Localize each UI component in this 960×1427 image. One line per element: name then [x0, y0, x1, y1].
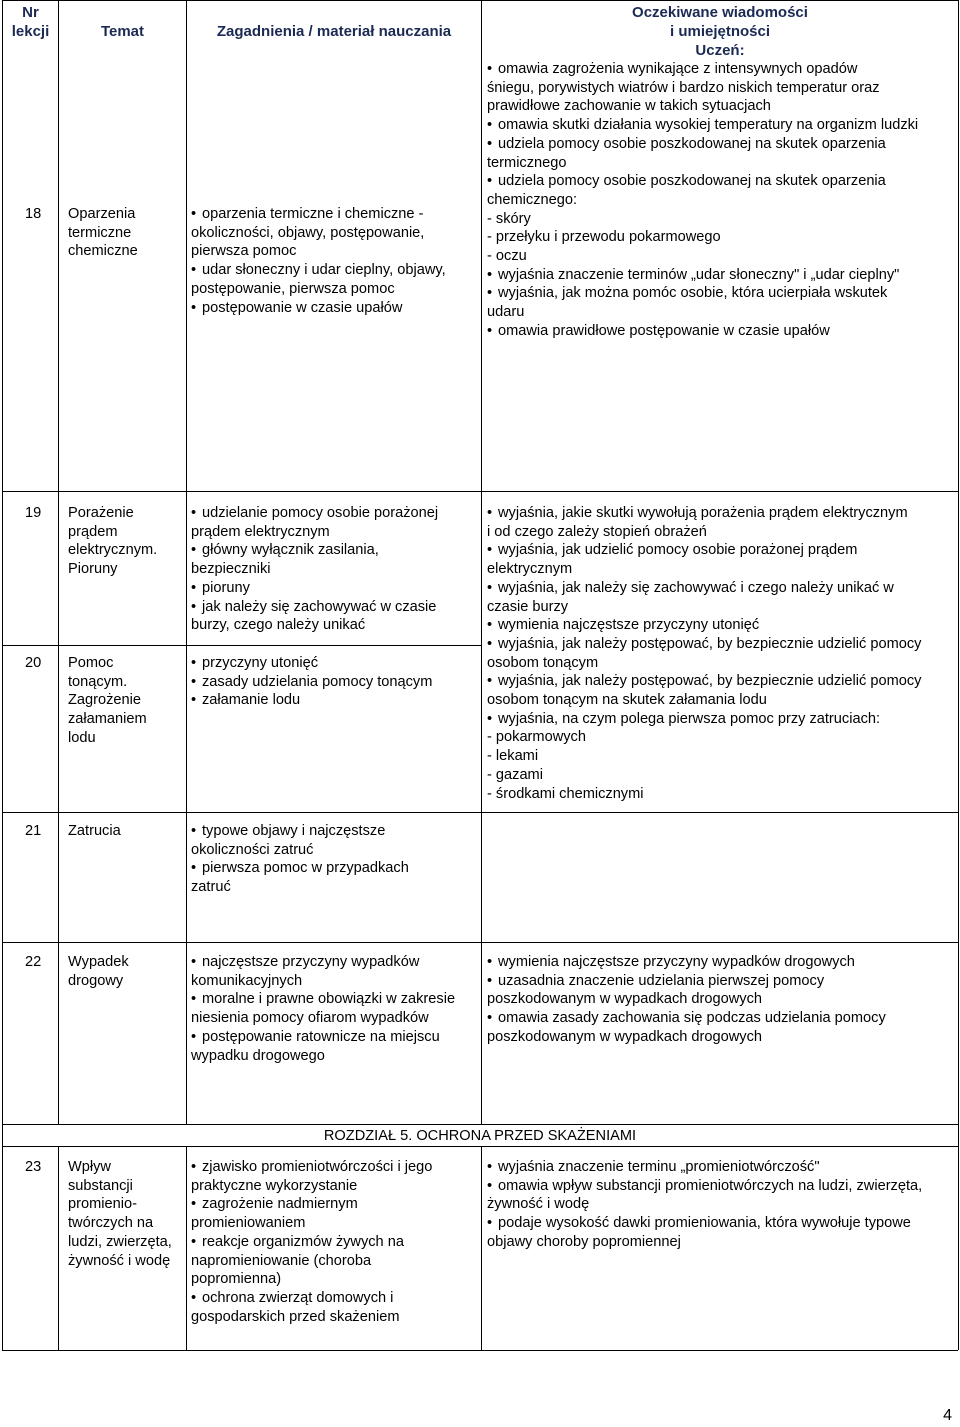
- text-line: wypadku drogowego: [191, 1047, 325, 1064]
- bullet-item: • wyjaśnia, na czym polega pierwsza pomoc przy zatruciach:: [487, 710, 921, 729]
- text-line: Oparzenia: [68, 206, 136, 222]
- bullet-item: • udar słoneczny i udar cieplny, objawy,: [191, 261, 446, 280]
- bullet-item: • moralne i prawne obowiązki w zakresie: [191, 990, 455, 1009]
- text-line: komunikacyjnych: [191, 972, 303, 989]
- bullet-item: • zagrożenie nadmiernym: [191, 1195, 432, 1214]
- text-line: burzy, czego należy unikać: [191, 617, 366, 634]
- bullet-item: • ochrona zwierząt domowych i: [191, 1289, 432, 1308]
- text-line: Zagrożenie: [68, 692, 142, 709]
- row-21-temat: [68, 822, 121, 841]
- bullet-item: • uzasadnia znaczenie udzielania pierwszej pomocy: [487, 972, 886, 991]
- bullet-item: • udziela pomocy osobie poszkodowanej na skutek oparzenia: [487, 172, 918, 191]
- bullet-item: • zjawisko promieniotwórczości i jego: [191, 1158, 432, 1177]
- row-18-zagadnienia: [191, 205, 446, 317]
- row-23-oczekiwane: [487, 1158, 922, 1252]
- text-line: termicznego: [487, 154, 567, 171]
- row-22-oczekiwane: [487, 953, 886, 1047]
- text-line: napromieniowanie (choroba: [191, 1252, 372, 1269]
- text-line: termiczne: [68, 224, 132, 241]
- row-21-nr: 21: [25, 823, 42, 839]
- text-line: elektrycznym.: [68, 542, 158, 559]
- text-line: - lekami: [487, 748, 539, 765]
- row-22-nr: 22: [25, 954, 42, 970]
- bullet-item: • główny wyłącznik zasilania,: [191, 541, 438, 560]
- bullet-item: • wyjaśnia, jak należy się zachowywać i czego należy unikać w: [487, 579, 921, 598]
- text-line: Zatrucia: [68, 823, 121, 839]
- text-line: - oczu: [487, 248, 527, 265]
- bullet-item: • wyjaśnia, jakie skutki wywołują porażenia prądem elektrycznym: [487, 504, 921, 523]
- bullet-item: • udziela pomocy osobie poszkodowanej na skutek oparzenia: [487, 135, 918, 154]
- bullet-item: • podaje wysokość dawki promieniowania, która wywołuje typowe: [487, 1214, 922, 1233]
- text-line: poszkodowanym w wypadkach drogowych: [487, 1028, 762, 1045]
- header-nr: Nr lekcji: [11, 4, 50, 40]
- text-line: lodu: [68, 729, 96, 746]
- header-nr-lekcji: [3, 3, 58, 41]
- row-18-nr: 18: [25, 206, 42, 222]
- bullet-item: • omawia zagrożenia wynikające z intensywnych opadów: [487, 60, 918, 79]
- header-temat: Temat: [100, 23, 145, 40]
- text-line: tonącym.: [68, 673, 128, 690]
- bullet-item: • pierwsza pomoc w przypadkach: [191, 859, 409, 878]
- text-line: - przełyku i przewodu pokarmowego: [487, 229, 721, 246]
- text-line: okoliczności zatruć: [191, 841, 314, 858]
- text-line: osobom tonącym na skutek załamania lodu: [487, 692, 767, 709]
- text-line: chemiczne: [68, 243, 138, 260]
- text-line: popromienna): [191, 1271, 282, 1288]
- text-line: - środkami chemicznymi: [487, 785, 644, 802]
- bullet-item: • oparzenia termiczne i chemiczne -: [191, 205, 446, 224]
- text-line: śniegu, porywistych wiatrów i bardzo niskich temperatur oraz: [487, 79, 880, 96]
- row-22-zagadnienia: [191, 953, 455, 1065]
- text-line: niesienia pomocy ofiarom wypadków: [191, 1010, 429, 1027]
- bullet-item: • reakcje organizmów żywych na: [191, 1233, 432, 1252]
- row-23-zagadnienia: [191, 1158, 432, 1326]
- bullet-item: • omawia wpływ substancji promieniotwórczych na ludzi, zwierzęta,: [487, 1177, 922, 1196]
- header-oczekiwane: Oczekiwane wiadomości i umiejętności Uczeń:: [632, 4, 808, 59]
- text-line: bezpieczniki: [191, 561, 271, 578]
- text-line: twórczych na: [68, 1215, 154, 1232]
- bullet-item: • wymienia najczęstsze przyczyny wypadków drogowych: [487, 953, 886, 972]
- bullet-item: • przyczyny utonięć: [191, 654, 432, 673]
- text-line: Pioruny: [68, 561, 118, 578]
- row-23-nr: 23: [25, 1159, 42, 1175]
- text-line: zatruć: [191, 879, 231, 896]
- text-line: - gazami: [487, 766, 543, 783]
- text-line: osobom tonącym: [487, 654, 599, 671]
- row-23-temat: [68, 1158, 172, 1270]
- row-19-zagadnienia: [191, 504, 438, 635]
- bullet-item: • typowe objawy i najczęstsze: [191, 822, 409, 841]
- row-22-temat: [68, 953, 129, 990]
- row-19-nr: 19: [25, 505, 42, 521]
- bullet-item: • załamanie lodu: [191, 691, 432, 710]
- text-line: Wpływ: [68, 1159, 111, 1175]
- text-line: drogowy: [68, 972, 124, 989]
- text-line: załamaniem: [68, 711, 147, 728]
- text-line: udaru: [487, 304, 525, 321]
- text-line: praktyczne wykorzystanie: [191, 1177, 358, 1194]
- bullet-item: • pioruny: [191, 579, 438, 598]
- bullet-item: • udzielanie pomocy osobie porażonej: [191, 504, 438, 523]
- bullet-item: • zasady udzielania pomocy tonącym: [191, 673, 432, 692]
- bullet-item: • omawia zasady zachowania się podczas udzielania pomocy: [487, 1009, 886, 1028]
- text-line: promienio-: [68, 1196, 137, 1213]
- bullet-item: • omawia prawidłowe postępowanie w czasie upałów: [487, 322, 918, 341]
- bullet-item: • wyjaśnia znaczenie terminu „promieniotwórczość": [487, 1158, 922, 1177]
- text-line: czasie burzy: [487, 598, 569, 615]
- text-line: Porażenie: [68, 505, 134, 521]
- bullet-item: • postępowanie ratownicze na miejscu: [191, 1028, 455, 1047]
- bullet-item: • jak należy się zachowywać w czasie: [191, 598, 438, 617]
- text-line: gospodarskich przed skażeniem: [191, 1308, 400, 1325]
- text-line: chemicznego:: [487, 191, 578, 208]
- header-zagadnienia: Zagadnienia / materiał nauczania: [216, 23, 452, 40]
- bullet-item: • wyjaśnia, jak należy postępować, by bezpiecznie udzielić pomocy: [487, 672, 921, 691]
- bullet-item: • postępowanie w czasie upałów: [191, 299, 446, 318]
- row-20-temat: [68, 654, 147, 748]
- text-line: ludzi, zwierzęta,: [68, 1233, 172, 1250]
- text-line: prawidłowe zachowanie w takich sytuacjach: [487, 98, 771, 115]
- text-line: żywność i wodę: [487, 1196, 590, 1213]
- text-line: - skóry: [487, 210, 531, 227]
- bullet-item: • najczęstsze przyczyny wypadków: [191, 953, 455, 972]
- bullet-item: • wyjaśnia, jak można pomóc osobie, która ucierpiała wskutek: [487, 284, 918, 303]
- bullet-item: • wyjaśnia, jak udzielić pomocy osobie porażonej prądem: [487, 541, 921, 560]
- row-19-temat: [68, 504, 157, 579]
- row-18-temat: [68, 205, 138, 261]
- row-21-zagadnienia: [191, 822, 409, 897]
- rows-19-21-oczekiwane: [487, 504, 921, 803]
- row-20-zagadnienia: [191, 654, 432, 710]
- row-18-oczekiwane: [487, 60, 918, 341]
- text-line: pierwsza pomoc: [191, 243, 297, 260]
- bullet-item: • omawia skutki działania wysokiej temperatury na organizm ludzki: [487, 116, 918, 135]
- bullet-item: • wyjaśnia znaczenie terminów „udar słoneczny" i „udar cieplny": [487, 266, 918, 285]
- text-line: objawy choroby popromiennej: [487, 1233, 681, 1250]
- bullet-item: • wymienia najczęstsze przyczyny utonięć: [487, 616, 921, 635]
- text-line: elektrycznym: [487, 561, 573, 578]
- text-line: i od czego zależy stopień obrażeń: [487, 523, 707, 540]
- text-line: Wypadek: [68, 954, 129, 970]
- text-line: okoliczności, objawy, postępowanie,: [191, 224, 425, 241]
- text-line: postępowanie, pierwsza pomoc: [191, 280, 395, 297]
- text-line: - pokarmowych: [487, 729, 586, 746]
- text-line: Pomoc: [68, 655, 114, 671]
- text-line: prądem: [68, 523, 118, 540]
- section-heading: ROZDZIAŁ 5. OCHRONA PRZED SKAŻENIAMI: [323, 1128, 637, 1144]
- text-line: substancji: [68, 1177, 133, 1194]
- text-line: żywność i wodę: [68, 1252, 171, 1269]
- bullet-item: • wyjaśnia, jak należy postępować, by bezpiecznie udzielić pomocy: [487, 635, 921, 654]
- page-number: 4: [943, 1407, 952, 1424]
- text-line: poszkodowanym w wypadkach drogowych: [487, 991, 762, 1008]
- text-line: promieniowaniem: [191, 1215, 306, 1232]
- text-line: prądem elektrycznym: [191, 523, 330, 540]
- row-20-nr: 20: [25, 655, 42, 671]
